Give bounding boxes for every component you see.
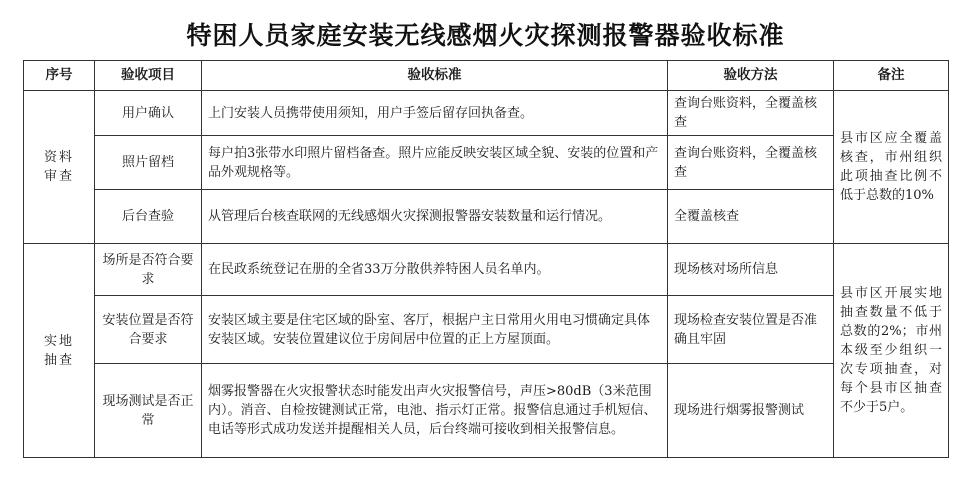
standard-cell: 从管理后台核查联网的无线感烟火灾探测报警器安装数量和运行情况。 <box>202 190 668 244</box>
table-row <box>24 364 949 458</box>
standard-cell: 每户拍3张带水印照片留档备查。照片应能反映安装区域全貌、安装的位置和产品外观规格等。 <box>202 136 668 190</box>
note-cell: 县市区开展实地抽查数量不低于总数的2%；市州本级至少组织一次专项抽查，对每个县市区抽查不少于5户。 <box>834 244 949 458</box>
method-cell: 查询台账资料，全覆盖核查 <box>668 91 834 136</box>
method-cell: 现场检查安装位置是否准确且牢固 <box>668 296 834 364</box>
item-cell: 用户确认 <box>95 91 202 136</box>
header-method: 验收方法 <box>668 61 834 91</box>
item-cell: 场所是否符合要求 <box>95 244 202 296</box>
header-note: 备注 <box>834 61 949 91</box>
group-name-line: 抽查 <box>43 352 74 368</box>
standard-cell: 在民政系统登记在册的全省33万分散供养特困人员名单内。 <box>202 244 668 296</box>
item-cell: 现场测试是否正常 <box>95 364 202 458</box>
note-cell: 县市区应全覆盖核查，市州组织此项抽查比例不低于总数的10% <box>834 91 949 244</box>
method-cell: 全覆盖核查 <box>668 190 834 244</box>
header-standard: 验收标准 <box>202 61 668 91</box>
group-name-cell <box>24 91 95 244</box>
group-name-cell <box>24 244 95 458</box>
standard-cell: 安装区域主要是住宅区域的卧室、客厅，根据户主日常用火用电习惯确定具体安装区域。安装位置建议位于房间居中位置的正上方屋顶面。 <box>202 296 668 364</box>
table-row <box>24 296 949 364</box>
item-cell: 后台查验 <box>95 190 202 244</box>
table-row <box>24 244 949 296</box>
standard-cell: 烟雾报警器在火灾报警状态时能发出声火灾报警信号，声压>80dB（3米范围内）。消音、自检按键测试正常，电池、指示灯正常。报警信息通过手机短信、电话等形式成功发送并提醒相关人员，后台终端可接收到相关报警信息。 <box>202 364 668 458</box>
header-item: 验收项目 <box>95 61 202 91</box>
table-row <box>24 136 949 190</box>
document-title: 特困人员家庭安装无线感烟火灾探测报警器验收标准 <box>186 21 785 50</box>
method-cell: 现场进行烟雾报警测试 <box>668 364 834 458</box>
group-name-line: 审查 <box>43 169 74 184</box>
table-header-row <box>24 61 949 91</box>
table-row <box>24 91 949 136</box>
group-name-line: 实地 <box>43 333 74 349</box>
standard-cell: 上门安装人员携带使用须知，用户手签后留存回执备查。 <box>202 91 668 136</box>
item-cell: 照片留档 <box>95 136 202 190</box>
group-name-line: 资料 <box>43 150 74 165</box>
header-seq: 序号 <box>24 61 95 91</box>
item-cell: 安装位置是否符合要求 <box>95 296 202 364</box>
table-row <box>24 190 949 244</box>
acceptance-standard-table <box>23 60 949 458</box>
method-cell: 现场核对场所信息 <box>668 244 834 296</box>
method-cell: 查询台账资料，全覆盖核查 <box>668 136 834 190</box>
